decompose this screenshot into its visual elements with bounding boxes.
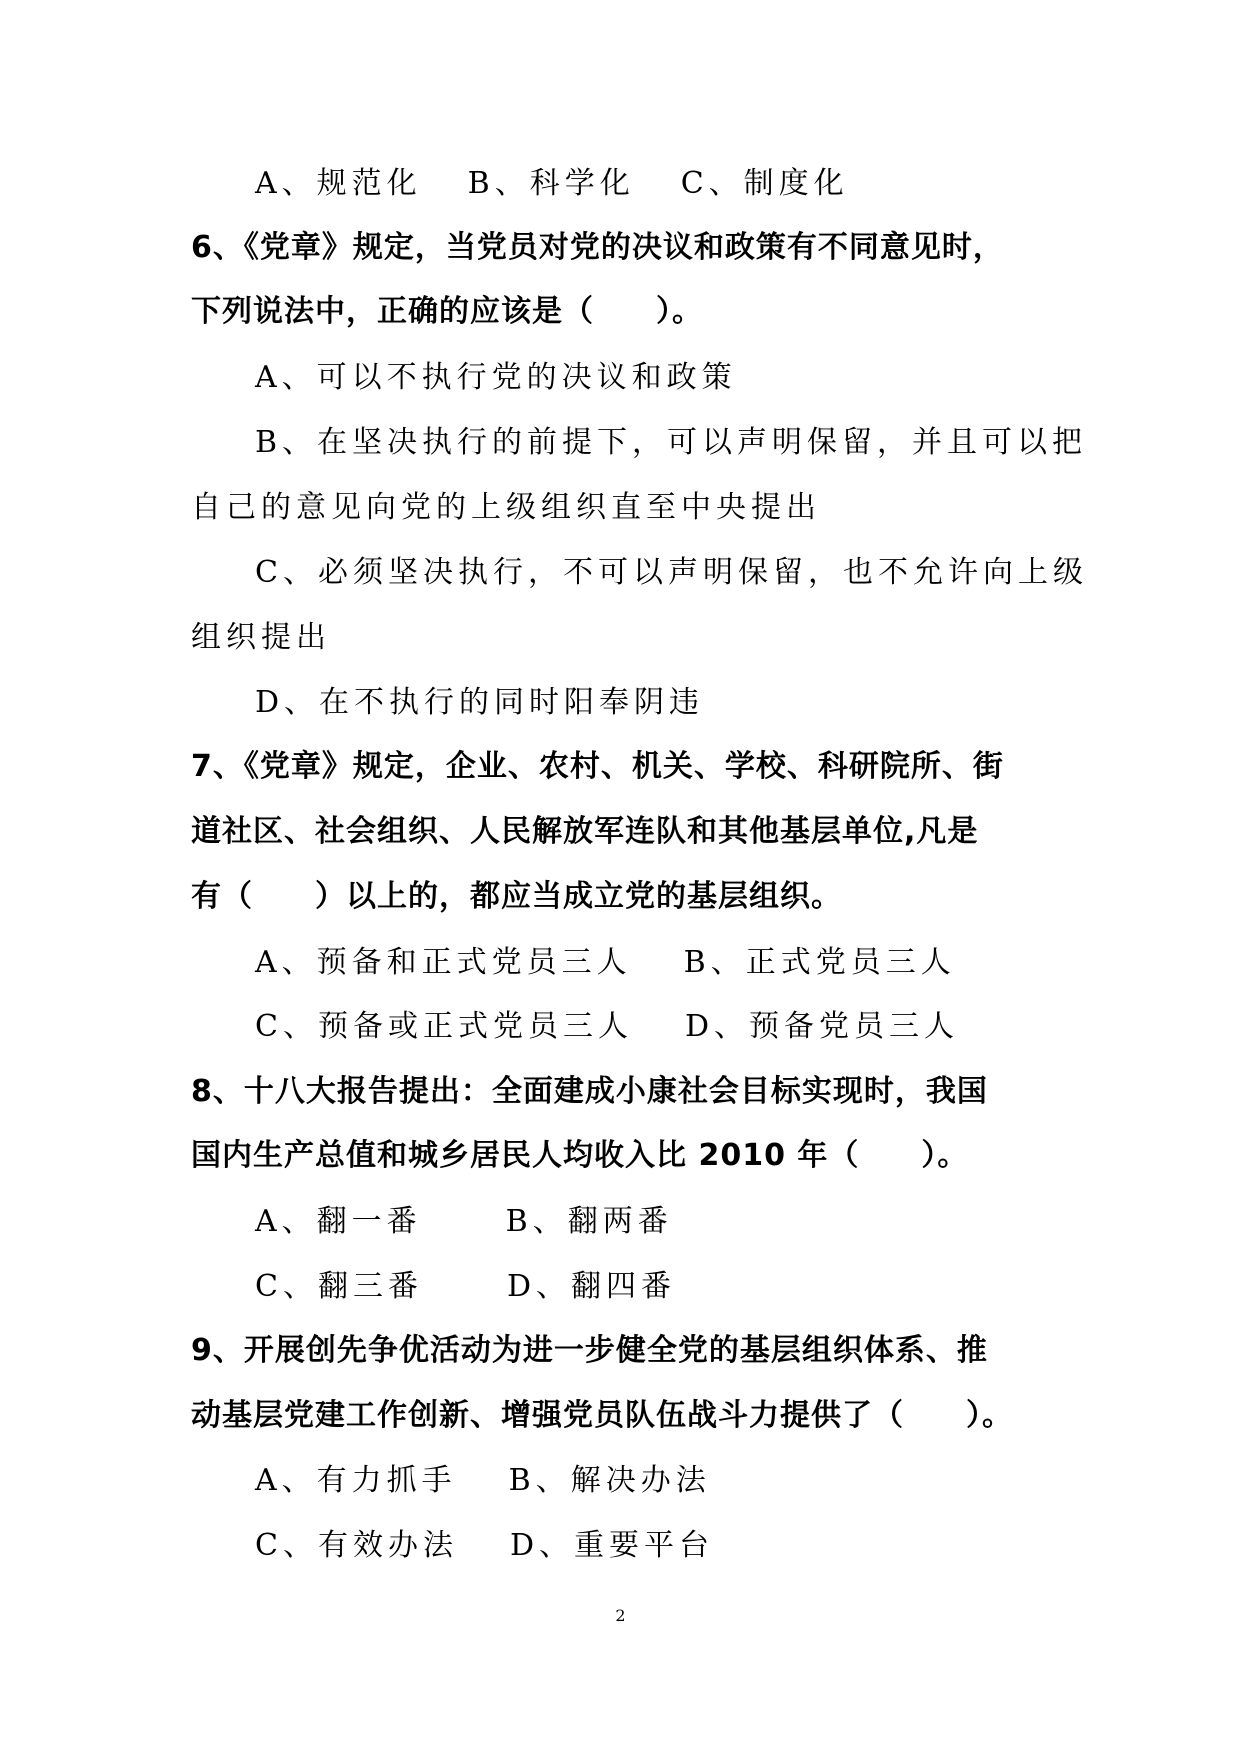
q8-stem-line-2: 国内生产总值和城乡居民人均收入比 2010 年（ ）。 — [191, 1138, 969, 1173]
q6-option-c-line-2: 组织提出 — [191, 620, 331, 655]
q8-option-c: C、翻三番 — [255, 1269, 423, 1304]
q7-option-d: D、预备党员三人 — [684, 1009, 960, 1044]
q8-stem-line-1: 8、十八大报告提出：全面建成小康社会目标实现时，我国 — [191, 1074, 988, 1109]
q8-options-row-1 — [255, 1202, 673, 1242]
q9-options-row-1 — [255, 1461, 711, 1501]
q6-option-b-line-2: 自己的意见向党的上级组织直至中央提出 — [191, 490, 821, 525]
q8-option-a: A、翻一番 — [255, 1204, 422, 1239]
q7-options-row-2 — [255, 1007, 959, 1047]
q8-option-d: D、翻四番 — [506, 1269, 677, 1304]
page-number: 2 — [615, 1606, 626, 1625]
q7-option-a: A、预备和正式党员三人 — [255, 945, 632, 980]
q5-option-a: A、规范化 — [255, 166, 422, 201]
q7-option-c: C、预备或正式党员三人 — [255, 1009, 633, 1044]
q9-option-a: A、有力抓手 — [255, 1463, 457, 1498]
q7-stem-line-2: 道社区、社会组织、人民解放军连队和其他基层单位,凡是 — [191, 814, 979, 849]
q5-option-b: B、科学化 — [467, 166, 635, 201]
q7-stem-line-1: 7、《党章》规定，企业、农村、机关、学校、科研院所、街 — [191, 749, 1004, 784]
q7-stem-line-3: 有（ ）以上的，都应当成立党的基层组织。 — [191, 879, 842, 914]
q6-stem-line-1: 6、《党章》规定，当党员对党的决议和政策有不同意见时， — [191, 230, 1004, 265]
q6-stem-line-2: 下列说法中，正确的应该是（ ）。 — [191, 294, 703, 329]
q6-option-d: D、在不执行的同时阳奉阴违 — [255, 685, 705, 720]
q5-options-row — [255, 164, 849, 204]
q8-option-b: B、翻两番 — [505, 1204, 673, 1239]
q6-option-a: A、可以不执行党的决议和政策 — [255, 360, 737, 395]
q6-option-b-line-1: B、在坚决执行的前提下，可以声明保留，并且可以把 — [255, 425, 1088, 460]
q5-option-c: C、制度化 — [680, 166, 849, 201]
q7-options-row-1 — [255, 943, 956, 983]
q9-option-c: C、有效办法 — [255, 1528, 458, 1563]
q9-stem-line-2: 动基层党建工作创新、增强党员队伍战斗力提供了（ ）。 — [191, 1398, 1013, 1433]
q9-stem-line-1: 9、开展创先争优活动为进一步健全党的基层组织体系、推 — [191, 1333, 988, 1368]
q9-option-d: D、重要平台 — [509, 1528, 715, 1563]
q9-options-row-2 — [255, 1526, 714, 1566]
q9-option-b: B、解决办法 — [508, 1463, 711, 1498]
q7-option-b: B、正式党员三人 — [683, 945, 956, 980]
q6-option-c-line-1: C、必须坚决执行，不可以声明保留，也不允许向上级 — [255, 555, 1088, 590]
q8-options-row-2 — [255, 1267, 676, 1307]
